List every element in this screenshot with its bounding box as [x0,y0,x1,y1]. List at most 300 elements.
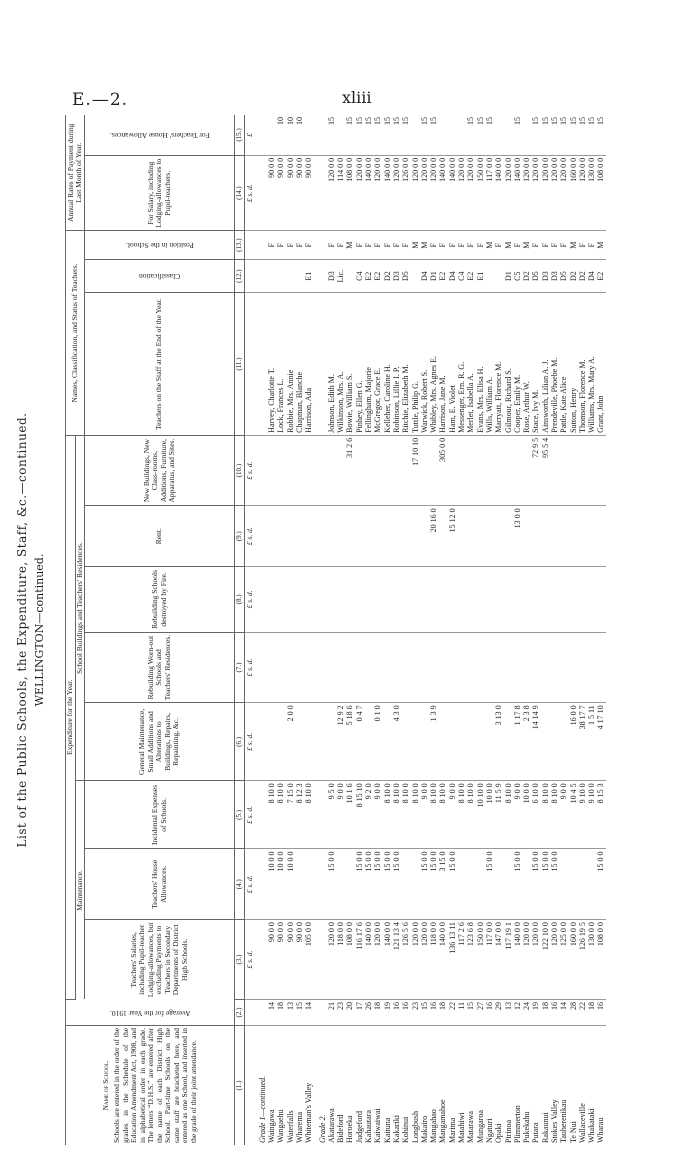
table-row [494,115,503,1145]
unit-label: £ s. d. [244,155,254,231]
cell-c15: 15 [541,115,550,155]
cell-c4: 15 0 0 [429,849,438,920]
cell-c5: 9 5 0 [327,781,336,849]
cell-c10: 17 10 10 [411,435,420,506]
cell-c15: 15 [345,115,354,155]
cell-c15: 10 [286,115,295,155]
cell-c14: 126 0 0 [401,155,410,231]
cell-c4: 10 0 0 [286,849,295,920]
cell-c10 [383,435,392,506]
cell-c14: 120 0 0 [355,155,364,231]
cell-cls: C4 [457,259,466,292]
cell-pos: F [276,231,285,259]
cell-c5: 8 15 10 [355,781,364,849]
cell-c4: 15 0 0 [541,849,550,920]
cell-c4: 15 0 0 [373,849,382,920]
cell-teacher: Bowie, William S. [345,293,354,435]
cell-cls [345,259,354,292]
cell-c3: 120 0 0 [411,920,420,1000]
cell-c14: 90 0 0 [267,155,276,231]
cell-c7 [485,632,494,703]
cell-school: Wangaehu [276,1109,286,1143]
cell-c4 [304,849,313,920]
cell-c7 [295,632,304,703]
cell-c6: 1 5 11 [587,703,596,781]
cell-c8 [345,567,354,633]
cell-c4: 15 0 0 [513,849,522,920]
cell-teacher: Wilkinson, Mrs. A. [336,293,345,435]
cell-pos: F [355,231,364,259]
cell-c9 [304,506,313,567]
cell-c15: 15 [401,115,410,155]
cell-c14: 120 0 0 [457,155,466,231]
cell-school: Wallaceville [577,1103,587,1143]
cell-c14: 140 0 0 [513,155,522,231]
cell-cls: D5 [401,259,410,292]
cell-c3: 90 0 0 [286,920,295,1000]
cell-c10 [522,435,531,506]
cell-school: Mangamahoe [438,1099,448,1143]
table-row [304,115,313,1145]
cell-c15 [522,115,531,155]
cell-c6: 3 13 0 [494,703,503,781]
cell-teacher: Pinhey, Ellen G. [355,293,364,435]
cell-c8 [420,567,429,633]
cell-avg: 12 [513,999,522,1025]
cell-avg: 14 [304,999,313,1025]
units-row [244,115,254,1145]
cell-c10 [295,435,304,506]
cell-c3: 117 0 0 [485,920,494,1000]
cell-c10 [336,435,345,506]
cell-c3: 108 0 0 [596,920,605,1000]
table-row [550,115,559,1145]
unit-label: £ s. d. [244,849,254,920]
cell-c15 [457,115,466,155]
cell-c5: 6 10 0 [531,781,540,849]
cell-c9 [522,506,531,567]
cell-c9 [596,506,605,567]
cell-c8 [327,567,336,633]
cell-cls [295,259,304,292]
cell-c6 [304,703,313,781]
cell-pos: F [304,231,313,259]
cell-c5: 8 10 0 [267,781,276,849]
cell-c15: 15 [587,115,596,155]
cell-school: Waterfalls [285,1110,295,1143]
cell-c5: 10 1 6 [345,781,354,849]
cell-teacher: Ainsworth, Lilian A. J. [541,293,550,435]
cell-c10 [559,435,568,506]
cell-c4 [504,849,513,920]
cell-c15: 15 [355,115,364,155]
unit-label: £ s. d. [244,632,254,703]
cell-c4 [336,849,345,920]
cell-c14: 150 0 0 [476,155,485,231]
cell-c15: 15 [364,115,373,155]
cell-c6: 14 14 9 [531,703,540,781]
cell-c7 [466,632,475,703]
cell-c7 [531,632,540,703]
cell-teacher: Harrison, Ada [304,293,313,435]
cell-c8 [401,567,410,633]
cell-avg: 23 [411,999,420,1025]
cell-c10: 305 0 0 [438,435,447,506]
cell-c14: 120 0 0 [550,155,559,231]
cell-c7 [267,632,276,703]
cell-c3: 90 0 0 [276,920,285,1000]
cell-c8 [392,567,401,633]
cell-c9 [504,506,513,567]
cell-c3: 126 19 5 [578,920,587,1000]
cell-c10 [304,435,313,506]
col3-header: Teachers' Salaries, including Pupil-teacher Lodging-allowances, but excluding Payments to Teachers in Secondary Departments of District High Schools. [85,920,235,1000]
cell-c14: 114 0 0 [336,155,345,231]
cell-c8 [411,567,420,633]
cell-c3: 90 0 0 [267,920,276,1000]
cell-c10 [286,435,295,506]
cell-c5: 9 0 0 [336,781,345,849]
unit-label: £ [244,115,254,155]
cell-c5: 8 10 0 [276,781,285,849]
cell-c7 [476,632,485,703]
table-row [541,115,550,1145]
cell-c4 [476,849,485,920]
cell-avg: 16 [596,999,605,1025]
cell-c7 [596,632,605,703]
cell-c4: 15 0 0 [327,849,336,920]
cell-c8 [383,567,392,633]
column-number: (8.) [235,567,245,633]
cell-pos: F [336,231,345,259]
cell-teacher: Warwick, Robert S. [420,293,429,435]
cell-avg: 14 [267,999,276,1025]
unit-label [244,231,254,259]
cell-teacher: Marryatt, Florence M. [494,293,503,435]
cell-c8 [541,567,550,633]
cell-c4: 15 0 0 [531,849,540,920]
cell-c5: 8 10 0 [304,781,313,849]
cell-c10 [392,435,401,506]
cell-cls: D3 [392,259,401,292]
cell-c10 [267,435,276,506]
cell-c15: 15 [513,115,522,155]
cell-c9 [587,506,596,567]
table-title: List of the Public Schools, the Expenditure, Staff, &c.—continued. [15,412,29,848]
cell-c8 [457,567,466,633]
cell-school: Te Nui [568,1121,578,1143]
cell-c3: 116 17 6 [355,920,364,1000]
cell-c4: 3 15 0 [438,849,447,920]
cell-c4 [295,849,304,920]
cell-c10: 72 9 5 [531,435,540,506]
unit-label: £ s. d. [244,703,254,781]
cell-c7 [383,632,392,703]
cell-c15: 10 [276,115,285,155]
cell-c6 [438,703,447,781]
cell-cls: E2 [438,259,447,292]
cell-c5: 8 10 0 [550,781,559,849]
cell-c15: 15 [531,115,540,155]
cell-c10 [476,435,485,506]
unit-label [244,259,254,292]
cell-pos: F [531,231,540,259]
cell-teacher: McGregor, Grace E. [373,293,382,435]
cell-c6 [276,703,285,781]
column-number: (10.) [235,435,245,506]
cell-pos: M [345,231,354,259]
cell-c10 [355,435,364,506]
cell-avg: 16 [401,999,410,1025]
cell-c9 [466,506,475,567]
grade-heading: Grade 2. [317,1114,327,1143]
cell-c8 [355,567,364,633]
cell-cls: D3 [327,259,336,292]
cell-c10 [578,435,587,506]
table-row [485,115,494,1145]
col-avg-header: Average for the Year 1910. [66,999,235,1025]
unit-label: £ s. d. [244,781,254,849]
cell-c5: 7 15 0 [286,781,295,849]
cell-c3: 120 0 0 [550,920,559,1000]
cell-pos: M [485,231,494,259]
cell-c14: 120 0 0 [327,155,336,231]
cell-c3: 136 13 11 [448,920,457,1000]
cell-c7 [448,632,457,703]
cell-c6: 2 0 0 [286,703,295,781]
cell-c9 [485,506,494,567]
cell-c8 [295,567,304,633]
cell-c6 [383,703,392,781]
cell-c6: 5 18 6 [345,703,354,781]
cell-c3: 140 0 0 [438,920,447,1000]
cell-c5: 9 0 0 [448,781,457,849]
cell-c7 [286,632,295,703]
cell-pos: M [596,231,605,259]
cell-c9 [355,506,364,567]
cell-c10 [276,435,285,506]
cell-c3: 118 0 0 [429,920,438,1000]
cell-school: Wharema [294,1111,304,1143]
cell-c9 [327,506,336,567]
cell-school: Putara [531,1122,541,1143]
cell-c10 [550,435,559,506]
unit-label: £ s. d. [244,567,254,633]
cell-cls: D5 [531,259,540,292]
cell-cls: D1 [504,259,513,292]
cell-c9 [559,506,568,567]
cell-c4: 15 0 0 [364,849,373,920]
cell-pos: F [429,231,438,259]
cell-c5: 9 0 0 [420,781,429,849]
cell-c8 [485,567,494,633]
cell-c6 [457,703,466,781]
cell-c6: 1 3 9 [429,703,438,781]
cell-c15 [438,115,447,155]
cell-c15: 15 [559,115,568,155]
cell-c9 [286,506,295,567]
cell-c7 [345,632,354,703]
cell-c8 [448,567,457,633]
cell-c4: 10 0 0 [276,849,285,920]
cell-c14: 120 0 0 [522,155,531,231]
col9-header: Rent. [85,506,235,567]
cell-c14: 140 0 0 [438,155,447,231]
cell-cls: Lic. [336,259,345,292]
cell-teacher: Harvey, Charlotte T. [267,293,276,435]
cell-c4: 15 0 0 [392,849,401,920]
cell-c4 [411,849,420,920]
cell-c8 [569,567,578,633]
cell-avg: 15 [420,999,429,1025]
table-row [276,115,285,1145]
cell-avg: 17 [355,999,364,1025]
table-row [364,115,373,1145]
cell-c8 [466,567,475,633]
cell-avg: 29 [494,999,503,1025]
cell-teacher: Wills, William A. [485,293,494,435]
cell-teacher: Evans, Mrs. Elisa H. [476,293,485,435]
cell-c3: 130 0 0 [587,920,596,1000]
table-row [522,115,531,1145]
cell-c4: 15 0 0 [596,849,605,920]
cell-cls: C5 [513,259,522,292]
cell-c6 [559,703,568,781]
cell-c8 [286,567,295,633]
cell-pos: M [420,231,429,259]
cell-c7 [336,632,345,703]
cell-c6: 0 4 7 [355,703,364,781]
table-row [420,115,429,1145]
cell-c6 [476,703,485,781]
cell-c15: 15 [476,115,485,155]
cell-c5: 9 10 0 [578,781,587,849]
cell-avg: 27 [476,999,485,1025]
cell-school: Ngaturi [484,1118,494,1143]
cell-c5: 10 0 0 [522,781,531,849]
cell-c15 [494,115,503,155]
cell-c7 [364,632,373,703]
cell-c7 [559,632,568,703]
grade-heading-row [314,115,327,1145]
cell-c7 [513,632,522,703]
cell-c15 [267,115,276,155]
cell-pos: F [476,231,485,259]
expenditure-header: Expenditure for the Year. [66,435,76,999]
cell-c8 [336,567,345,633]
cell-c3: 117 2 6 [457,920,466,1000]
cell-school: Kakariki [391,1115,401,1143]
cell-school: Whiteman's Valley [304,1082,314,1143]
table-row [373,115,382,1145]
cell-pos: F [578,231,587,259]
cell-c9 [383,506,392,567]
cell-c3: 120 0 0 [531,920,540,1000]
cell-school: Pukekahu [522,1111,532,1143]
cell-c6 [295,703,304,781]
cell-cls: E2 [596,259,605,292]
cell-c4 [345,849,354,920]
cell-c8 [578,567,587,633]
column-number: (4.) [235,849,245,920]
cell-pos: F [295,231,304,259]
cell-c10: 31 2 6 [345,435,354,506]
unit-label [244,999,254,1025]
cell-c5: 8 15 3 [596,781,605,849]
cell-c7 [355,632,364,703]
cell-teacher: Stace, Ivy M. [531,293,540,435]
cell-c4: 15 0 0 [448,849,457,920]
cell-c7 [327,632,336,703]
cell-c4 [559,849,568,920]
cell-c6: 16 0 0 [569,703,578,781]
cell-pos: F [466,231,475,259]
cell-c5: 8 12 3 [295,781,304,849]
cell-teacher: Cooper, Emily M. [513,293,522,435]
cell-teacher: Sutton, Henry [569,293,578,435]
cell-avg: 15 [295,999,304,1025]
cell-c9 [345,506,354,567]
cell-c5: 9 10 0 [587,781,596,849]
cell-teacher: Messenger, Ern. R. G. [457,293,466,435]
cell-c5: 9 2 0 [364,781,373,849]
cell-c14: 120 0 0 [504,155,513,231]
cell-c3: 122 10 0 [541,920,550,1000]
cell-c4 [522,849,531,920]
cell-c8 [550,567,559,633]
cell-cls: D2 [522,259,531,292]
cell-c9 [476,506,485,567]
cell-c6 [364,703,373,781]
cell-c8 [304,567,313,633]
rotated-table-page [15,115,680,1145]
cell-c7 [276,632,285,703]
cell-pos: M [411,231,420,259]
cell-c14: 120 0 0 [420,155,429,231]
cell-c14: 120 0 0 [392,155,401,231]
cell-c10 [373,435,382,506]
cell-c8 [276,567,285,633]
cell-c6 [267,703,276,781]
cell-c3: 160 0 0 [569,920,578,1000]
cell-pos: F [364,231,373,259]
column-number: (15.) [235,115,245,155]
cell-c3: 117 19 1 [504,920,513,1000]
cell-c6: 2 3 8 [522,703,531,781]
table-row [401,115,410,1145]
cell-c14: 108 0 0 [345,155,354,231]
cell-c14: 90 0 0 [304,155,313,231]
column-number: (9.) [235,506,245,567]
cell-c8 [522,567,531,633]
cell-c7 [429,632,438,703]
cell-c15: 10 [295,115,304,155]
column-number: (12.) [235,259,245,292]
cell-c3: 90 0 0 [295,920,304,1000]
cell-avg: 18 [276,999,285,1025]
table-row [531,115,540,1145]
column-number: (7.) [235,632,245,703]
cell-school: Judgeford [354,1111,364,1143]
cell-c5: 10 0 0 [485,781,494,849]
cell-school: Opaki [494,1123,504,1143]
table-row [295,115,304,1145]
unit-label: £ s. d. [244,506,254,567]
cell-c14: 140 0 0 [448,155,457,231]
cell-c9 [541,506,550,567]
buildings-header: School Buildings and Teachers' Residences. [75,435,85,781]
cell-cls: D4 [420,259,429,292]
